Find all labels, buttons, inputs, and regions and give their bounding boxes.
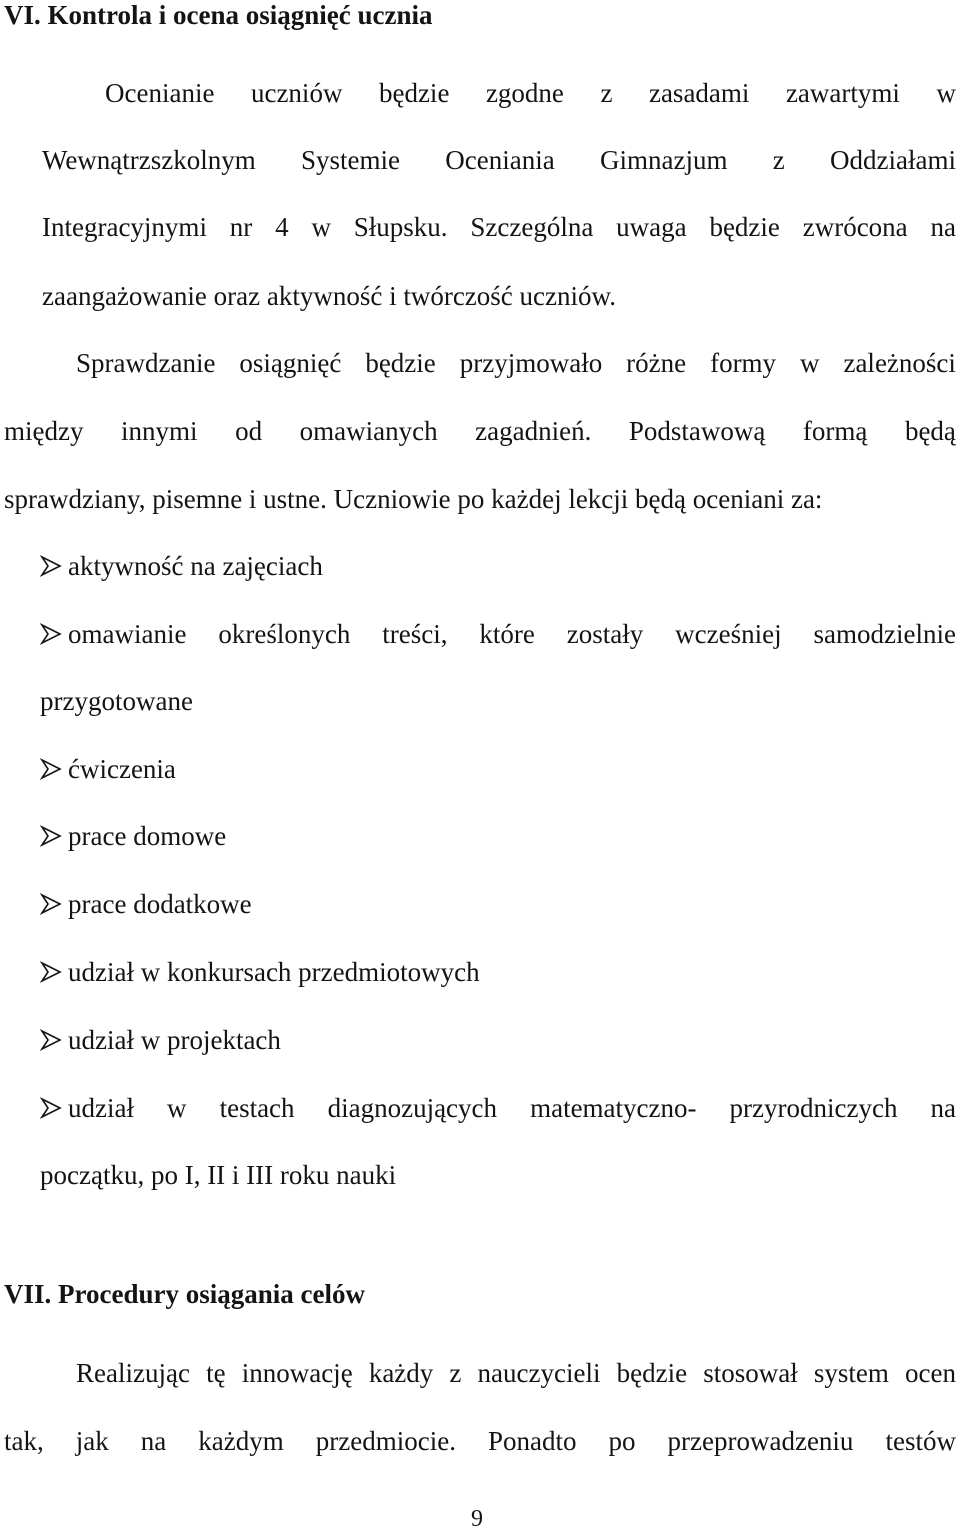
bullet-continuation: przygotowane (40, 686, 193, 716)
word: Gimnazjum (600, 145, 728, 175)
word: Realizując (76, 1358, 190, 1388)
word: nauczycieli (477, 1358, 601, 1388)
word: zależności (843, 348, 956, 378)
word: po (608, 1426, 636, 1456)
bullet-item (40, 756, 176, 783)
s6-paragraph-2-line-3: sprawdziany, pisemne i ustne. Uczniowie po każdej lekcji będą oceniani za: (4, 484, 823, 514)
bullet-item (40, 1027, 281, 1054)
word: Oddziałami (830, 145, 956, 175)
page-number: 9 (471, 1506, 483, 1532)
word: stosował (703, 1358, 798, 1388)
word: Słupsku. (353, 212, 448, 242)
word: innowację (241, 1358, 353, 1388)
word: przeprowadzeniu (667, 1426, 854, 1456)
word: różne (626, 348, 687, 378)
word: przyjmowało (459, 348, 603, 378)
word: z (772, 145, 785, 175)
word: będzie (378, 78, 450, 108)
word: testów (885, 1426, 956, 1456)
bullet-word: omawianie (68, 619, 187, 649)
bullet-text: aktywność na zajęciach (68, 551, 323, 581)
word: z (449, 1358, 462, 1388)
bullet-item (40, 553, 323, 580)
word: Podstawową (628, 416, 766, 446)
arrowhead-bullet-icon (40, 623, 62, 645)
word: zawartymi (785, 78, 900, 108)
word: Sprawdzanie (76, 348, 216, 378)
s6-paragraph-2-line-2 (4, 418, 956, 445)
word: Ocenianie (105, 78, 215, 108)
word: w (936, 78, 956, 108)
bullet-word: diagnozujących (327, 1093, 498, 1123)
bullet-word: matematyczno- (530, 1093, 697, 1123)
word: będą (904, 416, 956, 446)
bullet-word: zostały (566, 619, 644, 649)
bullet-text: udział w konkursach przedmiotowych (68, 957, 480, 987)
bullet-word: samodzielnie (813, 619, 956, 649)
word: zwrócona (802, 212, 908, 242)
arrowhead-bullet-icon (40, 1029, 62, 1051)
word: od (235, 416, 263, 446)
word: innymi (121, 416, 198, 446)
word: formą (802, 416, 868, 446)
word: w (800, 348, 820, 378)
word: zasadami (648, 78, 750, 108)
bullet-text: prace domowe (68, 821, 227, 851)
bullet-item (40, 823, 226, 850)
word: omawianych (299, 416, 438, 446)
arrowhead-bullet-icon (40, 758, 62, 780)
word: będzie (365, 348, 436, 378)
bullet-continuation: początku, po I, II i III roku nauki (40, 1160, 397, 1190)
word: uwaga (616, 212, 687, 242)
bullet-item (40, 621, 956, 648)
word: każdy (368, 1358, 434, 1388)
word: nr (229, 212, 253, 242)
word: ocen (905, 1358, 956, 1388)
word: na (930, 212, 956, 242)
bullet-word: w (167, 1093, 187, 1123)
s7-paragraph-1-line-1 (76, 1360, 956, 1387)
bullet-word: określonych (218, 619, 351, 649)
s7-paragraph-1-line-2 (4, 1428, 956, 1455)
word: będzie (616, 1358, 688, 1388)
word: Ponadto (487, 1426, 577, 1456)
bullet-item (40, 891, 252, 918)
bullet-item (40, 959, 480, 986)
word: z (600, 78, 613, 108)
bullet-text: udział w projektach (68, 1025, 281, 1055)
word: na (140, 1426, 167, 1456)
bullet-word: testach (219, 1093, 295, 1123)
bullet-word: przyrodniczych (729, 1093, 898, 1123)
s6-paragraph-1-line-3 (42, 214, 956, 241)
s6-paragraph-2-line-1 (76, 350, 956, 377)
s6-paragraph-1-line-4: zaangażowanie oraz aktywność i twórczość uczniów. (42, 281, 616, 311)
bullet-first-word-wrap (40, 621, 186, 648)
word: Integracyjnymi (42, 212, 207, 242)
word: w (311, 212, 331, 242)
bullet-word: które (479, 619, 535, 649)
bullet-item (40, 1095, 956, 1122)
word: uczniów (250, 78, 343, 108)
bullet-word: na (930, 1093, 956, 1123)
bullet-text: ćwiczenia (68, 754, 176, 784)
word: Szczególna (470, 212, 594, 242)
word: tak, (4, 1426, 44, 1456)
word: Wewnątrzszkolnym (42, 145, 256, 175)
word: między (4, 416, 84, 446)
word: zagadnień. (475, 416, 592, 446)
word: osiągnięć (239, 348, 342, 378)
word: przedmiocie. (315, 1426, 456, 1456)
word: tę (206, 1358, 226, 1388)
word: będzie (709, 212, 780, 242)
arrowhead-bullet-icon (40, 961, 62, 983)
section-6-heading: VI. Kontrola i ocena osiągnięć ucznia (4, 0, 433, 30)
word: system (813, 1358, 889, 1388)
s6-paragraph-1-line-1 (105, 80, 956, 107)
arrowhead-bullet-icon (40, 1097, 62, 1119)
bullet-first-word-wrap (40, 1095, 134, 1122)
bullet-word: udział (68, 1093, 134, 1123)
arrowhead-bullet-icon (40, 893, 62, 915)
arrowhead-bullet-icon (40, 555, 62, 577)
word: każdym (198, 1426, 284, 1456)
word: Oceniania (445, 145, 555, 175)
bullet-word: wcześniej (675, 619, 782, 649)
bullet-text: prace dodatkowe (68, 889, 252, 919)
section-7-heading: VII. Procedury osiągania celów (4, 1279, 365, 1309)
bullet-word: treści, (382, 619, 448, 649)
word: jak (75, 1426, 109, 1456)
word: 4 (275, 212, 289, 242)
arrowhead-bullet-icon (40, 825, 62, 847)
word: Systemie (301, 145, 401, 175)
word: zgodne (485, 78, 564, 108)
word: formy (710, 348, 777, 378)
s6-paragraph-1-line-2 (42, 147, 956, 174)
